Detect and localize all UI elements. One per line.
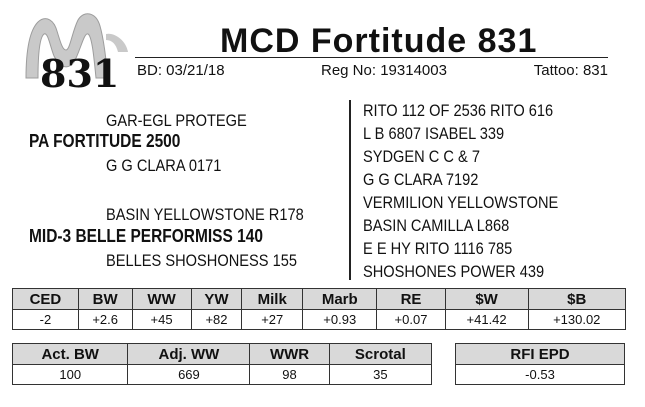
epd-header-row xyxy=(13,289,626,310)
actual-header-row xyxy=(13,344,432,365)
epd-value-ww: +45 xyxy=(132,310,191,330)
ancestor: G G CLARA 7192 xyxy=(363,170,479,189)
epd-header-ced: CED xyxy=(13,289,79,310)
ancestor: BASIN CAMILLA L868 xyxy=(363,216,510,235)
birth-date: BD: 03/21/18 xyxy=(137,62,225,79)
epd-header-w-index: $W xyxy=(445,289,528,310)
actual-header-act-bw: Act. BW xyxy=(13,344,128,365)
dam: MID-3 BELLE PERFORMISS 140 xyxy=(29,226,263,246)
ancestor: L B 6807 ISABEL 339 xyxy=(363,124,505,143)
registration-number: Reg No: 19314003 xyxy=(321,62,447,79)
ancestor: VERMILION YELLOWSTONE xyxy=(363,193,559,212)
rfi-epd-table xyxy=(455,343,625,385)
lot-number: 831 xyxy=(40,51,120,96)
sire-sire: GAR-EGL PROTEGE xyxy=(106,111,247,130)
actual-measurements-table xyxy=(12,343,432,385)
epd-header-b-index: $B xyxy=(528,289,626,310)
epd-value-ced: -2 xyxy=(13,310,79,330)
actual-value-scrotal: 35 xyxy=(329,365,431,385)
epd-value-bw: +2.6 xyxy=(78,310,132,330)
epd-value-re: +0.07 xyxy=(377,310,445,330)
ancestor: E E HY RITO 1116 785 xyxy=(363,239,513,258)
ancestor: RITO 112 OF 2536 RITO 616 xyxy=(363,101,554,120)
actual-value-wwr: 98 xyxy=(250,365,329,385)
actual-header-adj-ww: Adj. WW xyxy=(128,344,250,365)
dam-sire: BASIN YELLOWSTONE R178 xyxy=(106,205,304,224)
epd-header-yw: YW xyxy=(191,289,242,310)
epd-header-milk: Milk xyxy=(242,289,303,310)
actual-value-adj-ww: 669 xyxy=(128,365,250,385)
rfi-header-row xyxy=(456,344,625,365)
rfi-value-row xyxy=(456,365,625,385)
actual-value-row xyxy=(13,365,432,385)
epd-header-re: RE xyxy=(377,289,445,310)
epd-value-b-index: +130.02 xyxy=(528,310,626,330)
rfi-header: RFI EPD xyxy=(456,344,625,365)
actual-header-scrotal: Scrotal xyxy=(329,344,431,365)
epd-value-yw: +82 xyxy=(191,310,242,330)
epd-table xyxy=(12,288,626,330)
ancestor: SYDGEN C C & 7 xyxy=(363,147,481,166)
pedigree-divider xyxy=(349,100,351,280)
actual-value-act-bw: 100 xyxy=(13,365,128,385)
epd-value-w-index: +41.42 xyxy=(445,310,528,330)
sire-dam: G G CLARA 0171 xyxy=(106,156,222,175)
epd-header-bw: BW xyxy=(78,289,132,310)
ancestor: SHOSHONES POWER 439 xyxy=(363,262,545,281)
animal-name-title: MCD Fortitude 831 xyxy=(220,22,538,60)
epd-value-row xyxy=(13,310,626,330)
epd-value-marb: +0.93 xyxy=(303,310,377,330)
sire: PA FORTITUDE 2500 xyxy=(29,131,181,151)
tattoo: Tattoo: 831 xyxy=(533,62,608,79)
rfi-value: -0.53 xyxy=(456,365,625,385)
animal-info-bar xyxy=(135,57,608,85)
epd-header-marb: Marb xyxy=(303,289,377,310)
actual-header-wwr: WWR xyxy=(250,344,329,365)
dam-dam: BELLES SHOSHONESS 155 xyxy=(106,251,297,270)
epd-value-milk: +27 xyxy=(242,310,303,330)
epd-header-ww: WW xyxy=(132,289,191,310)
